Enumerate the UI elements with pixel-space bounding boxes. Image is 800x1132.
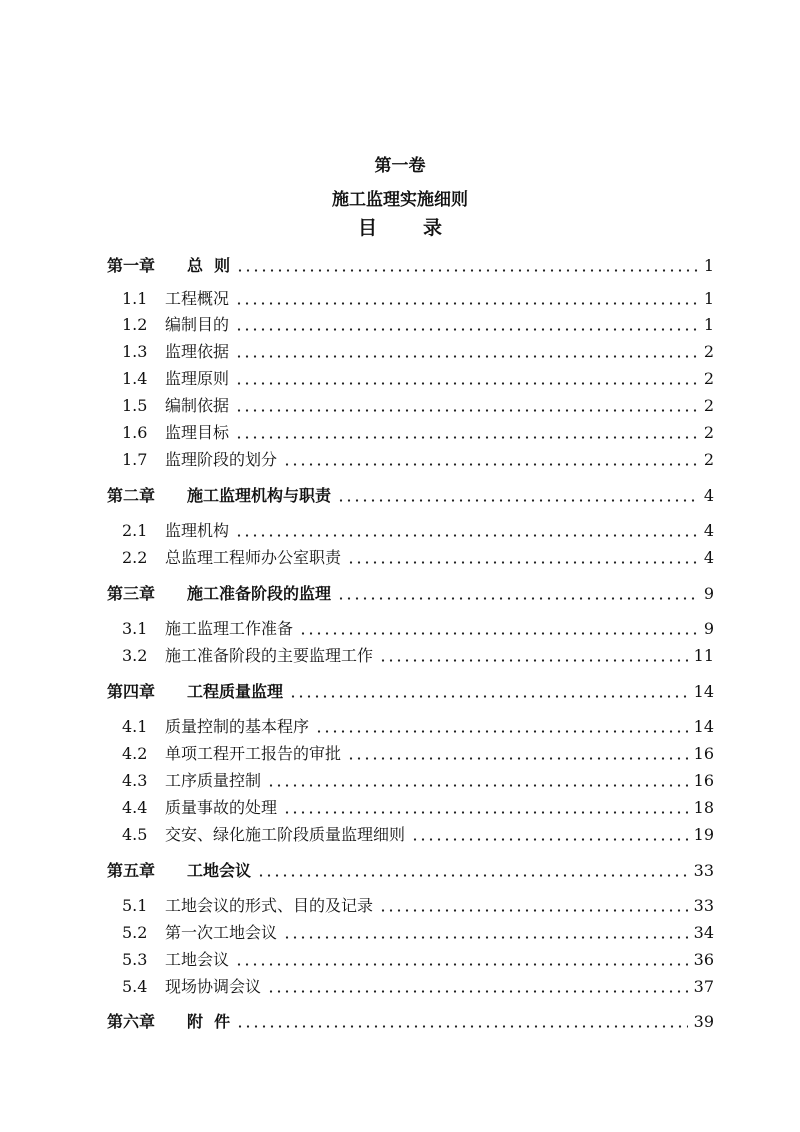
toc-section-entry[interactable] <box>122 796 714 818</box>
toc-entry-number: 3.2 <box>122 646 148 665</box>
toc-entry-page-number: 33 <box>693 896 714 915</box>
toc-dot-leader <box>235 436 698 439</box>
toc-dot-leader <box>236 269 698 272</box>
toc-entry-page-number: 14 <box>693 717 714 736</box>
toc-section-entry[interactable] <box>122 948 714 970</box>
toc-dot-leader <box>235 409 698 412</box>
toc-dot-leader <box>337 597 698 600</box>
toc-dot-leader <box>267 784 688 787</box>
toc-heading-char-1: 目 <box>357 217 377 239</box>
toc-entry-page-number: 2 <box>703 450 714 469</box>
toc-dot-leader <box>289 695 688 698</box>
toc-dot-leader <box>235 382 698 385</box>
toc-entry-label: 工序质量控制 <box>165 771 262 790</box>
toc-dot-leader <box>235 963 688 966</box>
toc-dot-leader <box>267 990 688 993</box>
toc-entry-number: 1.5 <box>122 396 148 415</box>
toc-entry-page-number: 39 <box>693 1012 714 1031</box>
toc-entry-page-number: 2 <box>703 423 714 442</box>
toc-dot-leader <box>236 1025 687 1028</box>
toc-entry-label: 单项工程开工报告的审批 <box>165 744 342 763</box>
toc-section-entry[interactable] <box>122 894 714 916</box>
toc-dot-leader <box>235 355 698 358</box>
toc-entry-number: 1.2 <box>122 315 148 334</box>
toc-dot-leader <box>235 534 698 537</box>
toc-entry-label: 附 件 <box>187 1012 231 1031</box>
toc-entry-number: 4.1 <box>122 717 148 736</box>
toc-section-entry[interactable] <box>122 448 714 470</box>
toc-entry-number: 1.4 <box>122 369 148 388</box>
toc-dot-leader <box>235 328 698 331</box>
toc-entry-page-number: 14 <box>693 682 714 701</box>
toc-section-entry[interactable] <box>122 617 714 639</box>
toc-dot-leader <box>347 757 688 760</box>
toc-dot-leader <box>379 659 688 662</box>
toc-entry-number: 1.6 <box>122 423 148 442</box>
toc-entry-label: 施工监理工作准备 <box>165 619 294 638</box>
toc-section-entry[interactable] <box>122 921 714 943</box>
document-title: 施工监理实施细则 <box>332 190 468 210</box>
toc-chapter-entry[interactable] <box>107 484 714 506</box>
toc-entry-label: 工地会议 <box>187 861 252 880</box>
toc-dot-leader <box>411 838 688 841</box>
toc-section-entry[interactable] <box>122 546 714 568</box>
toc-entry-page-number: 1 <box>703 315 714 334</box>
toc-entry-number: 3.1 <box>122 619 148 638</box>
toc-entry-number: 4.5 <box>122 825 148 844</box>
toc-section-entry[interactable] <box>122 287 714 309</box>
toc-dot-leader <box>257 874 688 877</box>
toc-dot-leader <box>283 463 698 466</box>
toc-section-entry[interactable] <box>122 715 714 737</box>
toc-section-entry[interactable] <box>122 644 714 666</box>
toc-dot-leader <box>337 499 698 502</box>
toc-section-entry[interactable] <box>122 742 714 764</box>
toc-entry-number: 第四章 <box>107 682 156 701</box>
toc-dot-leader <box>235 302 698 305</box>
toc-entry-label: 编制目的 <box>165 315 230 334</box>
toc-entry-number: 第二章 <box>107 486 156 505</box>
toc-entry-number: 1.1 <box>122 289 148 308</box>
toc-entry-number: 4.2 <box>122 744 148 763</box>
toc-entry-label: 监理依据 <box>165 342 230 361</box>
toc-entry-page-number: 37 <box>693 977 714 996</box>
toc-chapter-entry[interactable] <box>107 582 714 604</box>
toc-entry-page-number: 4 <box>703 521 714 540</box>
toc-entry-page-number: 33 <box>693 861 714 880</box>
toc-entry-number: 第六章 <box>107 1012 156 1031</box>
toc-entry-label: 施工准备阶段的主要监理工作 <box>165 646 374 665</box>
toc-dot-leader <box>299 632 698 635</box>
toc-entry-number: 4.3 <box>122 771 148 790</box>
toc-entry-number: 第三章 <box>107 584 156 603</box>
toc-chapter-entry[interactable] <box>107 254 714 276</box>
toc-section-entry[interactable] <box>122 313 714 335</box>
toc-entry-label: 质量控制的基本程序 <box>165 717 310 736</box>
toc-entry-page-number: 34 <box>693 923 714 942</box>
toc-entry-page-number: 1 <box>703 256 714 275</box>
toc-entry-page-number: 4 <box>703 486 714 505</box>
toc-entry-number: 1.3 <box>122 342 148 361</box>
toc-entry-label: 工程质量监理 <box>187 682 284 701</box>
toc-entry-label: 质量事故的处理 <box>165 798 278 817</box>
toc-entry-label: 监理原则 <box>165 369 230 388</box>
toc-entry-label: 监理阶段的划分 <box>165 450 278 469</box>
toc-entry-page-number: 36 <box>693 950 714 969</box>
toc-dot-leader <box>315 730 688 733</box>
toc-entry-number: 2.1 <box>122 521 148 540</box>
toc-section-entry[interactable] <box>122 975 714 997</box>
toc-entry-label: 监理机构 <box>165 521 230 540</box>
toc-entry-page-number: 9 <box>703 584 714 603</box>
toc-entry-label: 监理目标 <box>165 423 230 442</box>
toc-entry-number: 5.2 <box>122 923 148 942</box>
toc-entry-page-number: 11 <box>693 646 714 665</box>
toc-dot-leader <box>347 561 698 564</box>
toc-dot-leader <box>283 811 688 814</box>
toc-entry-number: 5.4 <box>122 977 148 996</box>
toc-entry-page-number: 19 <box>693 825 714 844</box>
toc-section-entry[interactable] <box>122 367 714 389</box>
toc-heading <box>0 218 800 238</box>
volume-heading: 第一卷 <box>374 156 426 176</box>
toc-entry-number: 5.3 <box>122 950 148 969</box>
toc-entry-label: 工程概况 <box>165 289 230 308</box>
toc-entry-page-number: 18 <box>693 798 714 817</box>
toc-entry-label: 现场协调会议 <box>165 977 262 996</box>
toc-entry-page-number: 2 <box>703 396 714 415</box>
toc-dot-leader <box>379 909 688 912</box>
toc-chapter-entry[interactable] <box>107 859 714 881</box>
toc-entry-number: 第五章 <box>107 861 156 880</box>
toc-entry-number: 第一章 <box>107 256 156 275</box>
toc-section-entry[interactable] <box>122 421 714 443</box>
toc-entry-page-number: 9 <box>703 619 714 638</box>
toc-entry-label: 施工准备阶段的监理 <box>187 584 332 603</box>
toc-entry-page-number: 16 <box>693 771 714 790</box>
toc-chapter-entry[interactable] <box>107 680 714 702</box>
toc-section-entry[interactable] <box>122 769 714 791</box>
toc-section-entry[interactable] <box>122 519 714 541</box>
toc-dot-leader <box>283 936 688 939</box>
toc-entry-label: 第一次工地会议 <box>165 923 278 942</box>
toc-section-entry[interactable] <box>122 823 714 845</box>
toc-entry-page-number: 2 <box>703 369 714 388</box>
toc-entry-number: 5.1 <box>122 896 148 915</box>
toc-entry-page-number: 4 <box>703 548 714 567</box>
toc-entry-number: 2.2 <box>122 548 148 567</box>
toc-entry-page-number: 1 <box>703 289 714 308</box>
toc-entry-number: 4.4 <box>122 798 148 817</box>
toc-entry-label: 编制依据 <box>165 396 230 415</box>
toc-section-entry[interactable] <box>122 394 714 416</box>
toc-entry-label: 交安、绿化施工阶段质量监理细则 <box>165 825 406 844</box>
toc-entry-label: 施工监理机构与职责 <box>187 486 332 505</box>
toc-entry-page-number: 16 <box>693 744 714 763</box>
toc-entry-number: 1.7 <box>122 450 148 469</box>
toc-chapter-entry[interactable] <box>107 1010 714 1032</box>
toc-entry-label: 工地会议 <box>165 950 230 969</box>
toc-entry-label: 总 则 <box>187 256 231 275</box>
toc-entry-label: 工地会议的形式、目的及记录 <box>165 896 374 915</box>
toc-entry-label: 总监理工程师办公室职责 <box>165 548 342 567</box>
toc-heading-char-2: 录 <box>423 217 443 239</box>
toc-section-entry[interactable] <box>122 340 714 362</box>
toc-entry-page-number: 2 <box>703 342 714 361</box>
